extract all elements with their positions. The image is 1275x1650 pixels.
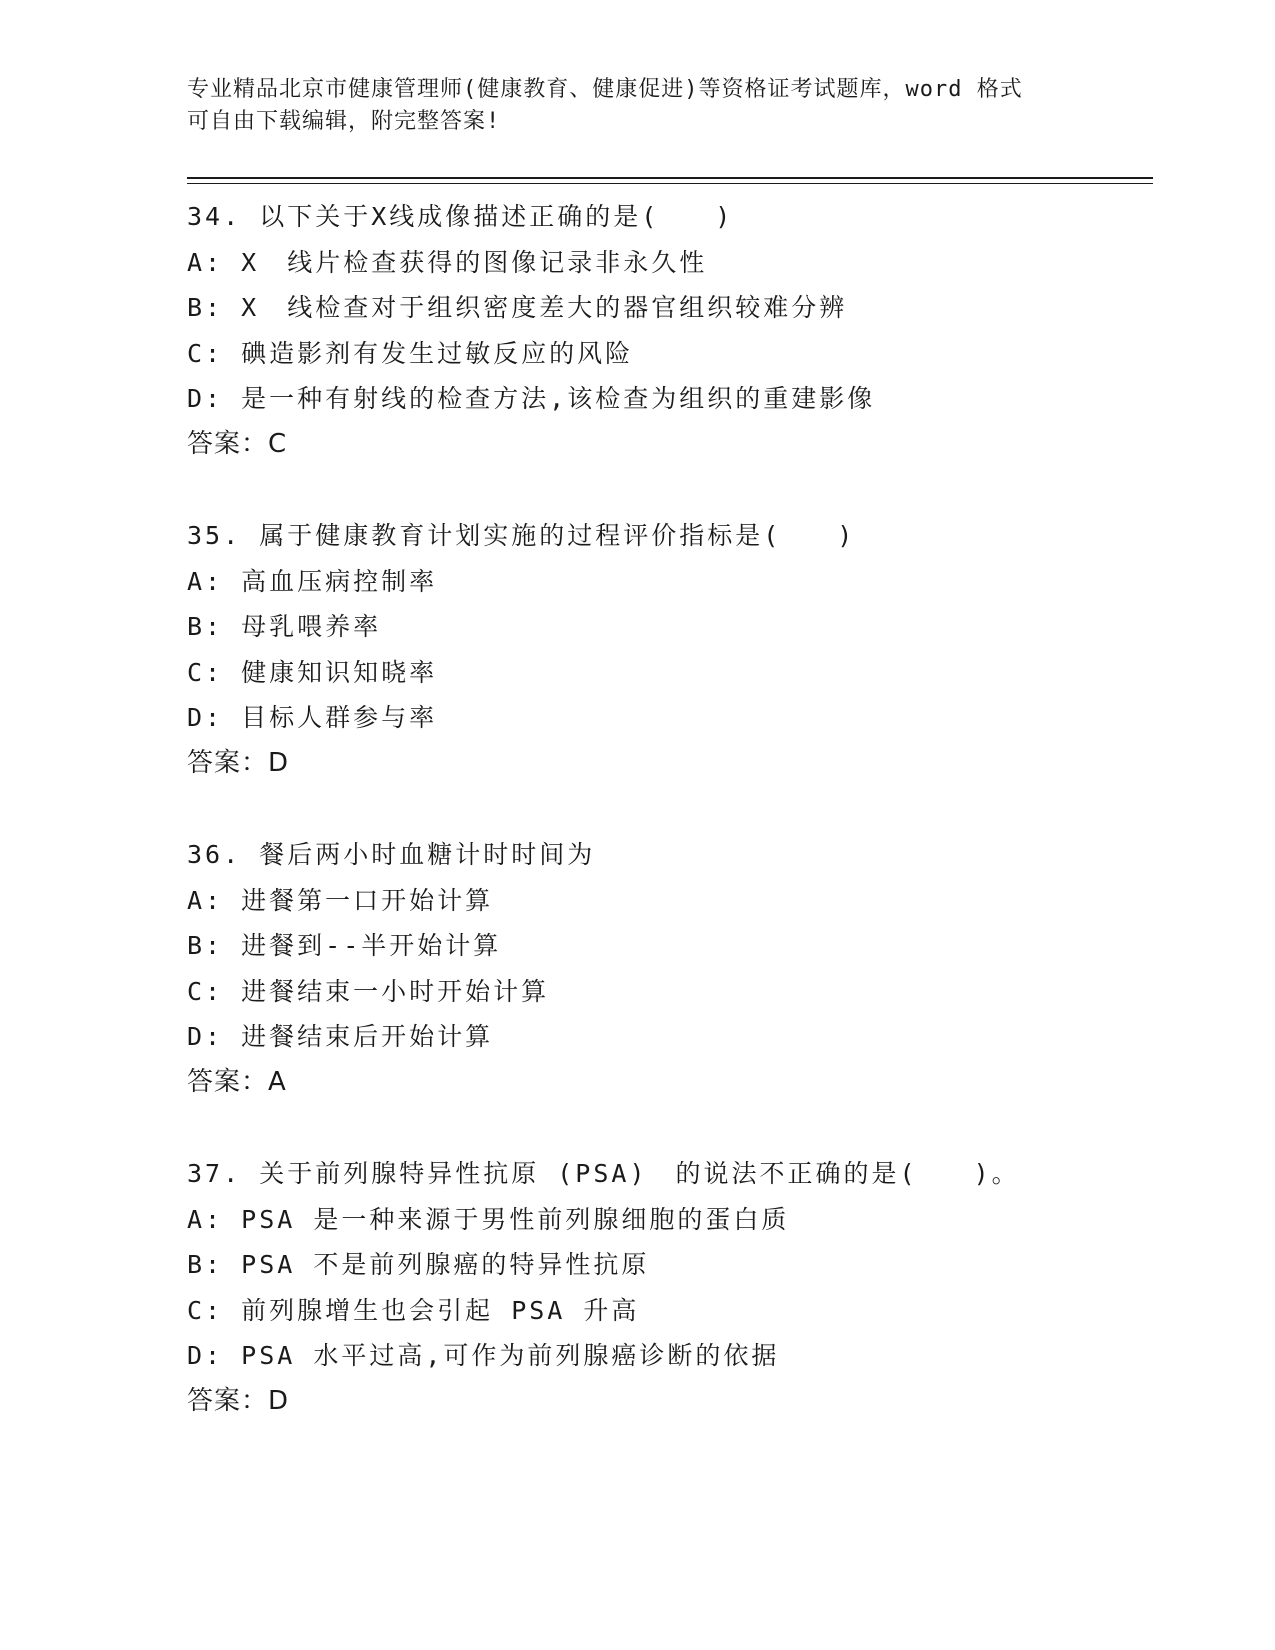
header-line-2: 可自由下载编辑，附完整答案! (187, 109, 501, 134)
option-b: B: 母乳喂养率 (187, 612, 382, 642)
answer: 答案：D (187, 747, 290, 778)
option-d: D: 进餐结束后开始计算 (187, 1022, 494, 1052)
option-b: B: PSA 不是前列腺癌的特异性抗原 (187, 1250, 650, 1280)
question-stem: 37. 关于前列腺特异性抗原 (PSA) 的说法不正确的是( )。 (187, 1159, 1020, 1188)
header-rule-thin (187, 183, 1153, 184)
header-line-1: 专业精品北京市健康管理师(健康教育、健康促进)等资格证考试题库，word 格式 (187, 77, 1023, 102)
option-c: C: 碘造影剂有发生过敏反应的风险 (187, 338, 634, 368)
option-c: C: 前列腺增生也会引起 PSA 升高 (187, 1295, 640, 1325)
header-rule-thick (187, 177, 1153, 179)
answer: 答案：A (187, 1066, 287, 1097)
option-a: A: 高血压病控制率 (187, 566, 438, 596)
option-b: B: X 线检查对于组织密度差大的器官组织较难分辨 (187, 293, 848, 323)
question-stem: 34. 以下关于X线成像描述正确的是( ) (187, 202, 734, 231)
option-a: A: PSA 是一种来源于男性前列腺细胞的蛋白质 (187, 1204, 790, 1234)
option-d: D: 目标人群参与率 (187, 703, 438, 733)
question-36 (187, 832, 1147, 1106)
answer: 答案：C (187, 428, 288, 459)
option-c: C: 健康知识知晓率 (187, 657, 438, 687)
option-c: C: 进餐结束一小时开始计算 (187, 976, 550, 1006)
answer: 答案：D (187, 1385, 290, 1416)
option-a: A: X 线片检查获得的图像记录非永久性 (187, 247, 708, 277)
document-header (187, 74, 1087, 138)
option-d: D: PSA 水平过高,可作为前列腺癌诊断的依据 (187, 1341, 780, 1371)
question-35 (187, 513, 1147, 787)
question-stem: 35. 属于健康教育计划实施的过程评价指标是( ) (187, 521, 856, 550)
question-stem: 36. 餐后两小时血糖计时时间为 (187, 840, 596, 869)
option-d: D: 是一种有射线的检查方法,该检查为组织的重建影像 (187, 384, 876, 414)
question-34 (187, 194, 1147, 468)
question-37 (187, 1151, 1147, 1425)
option-a: A: 进餐第一口开始计算 (187, 885, 494, 915)
option-b: B: 进餐到--半开始计算 (187, 931, 502, 961)
